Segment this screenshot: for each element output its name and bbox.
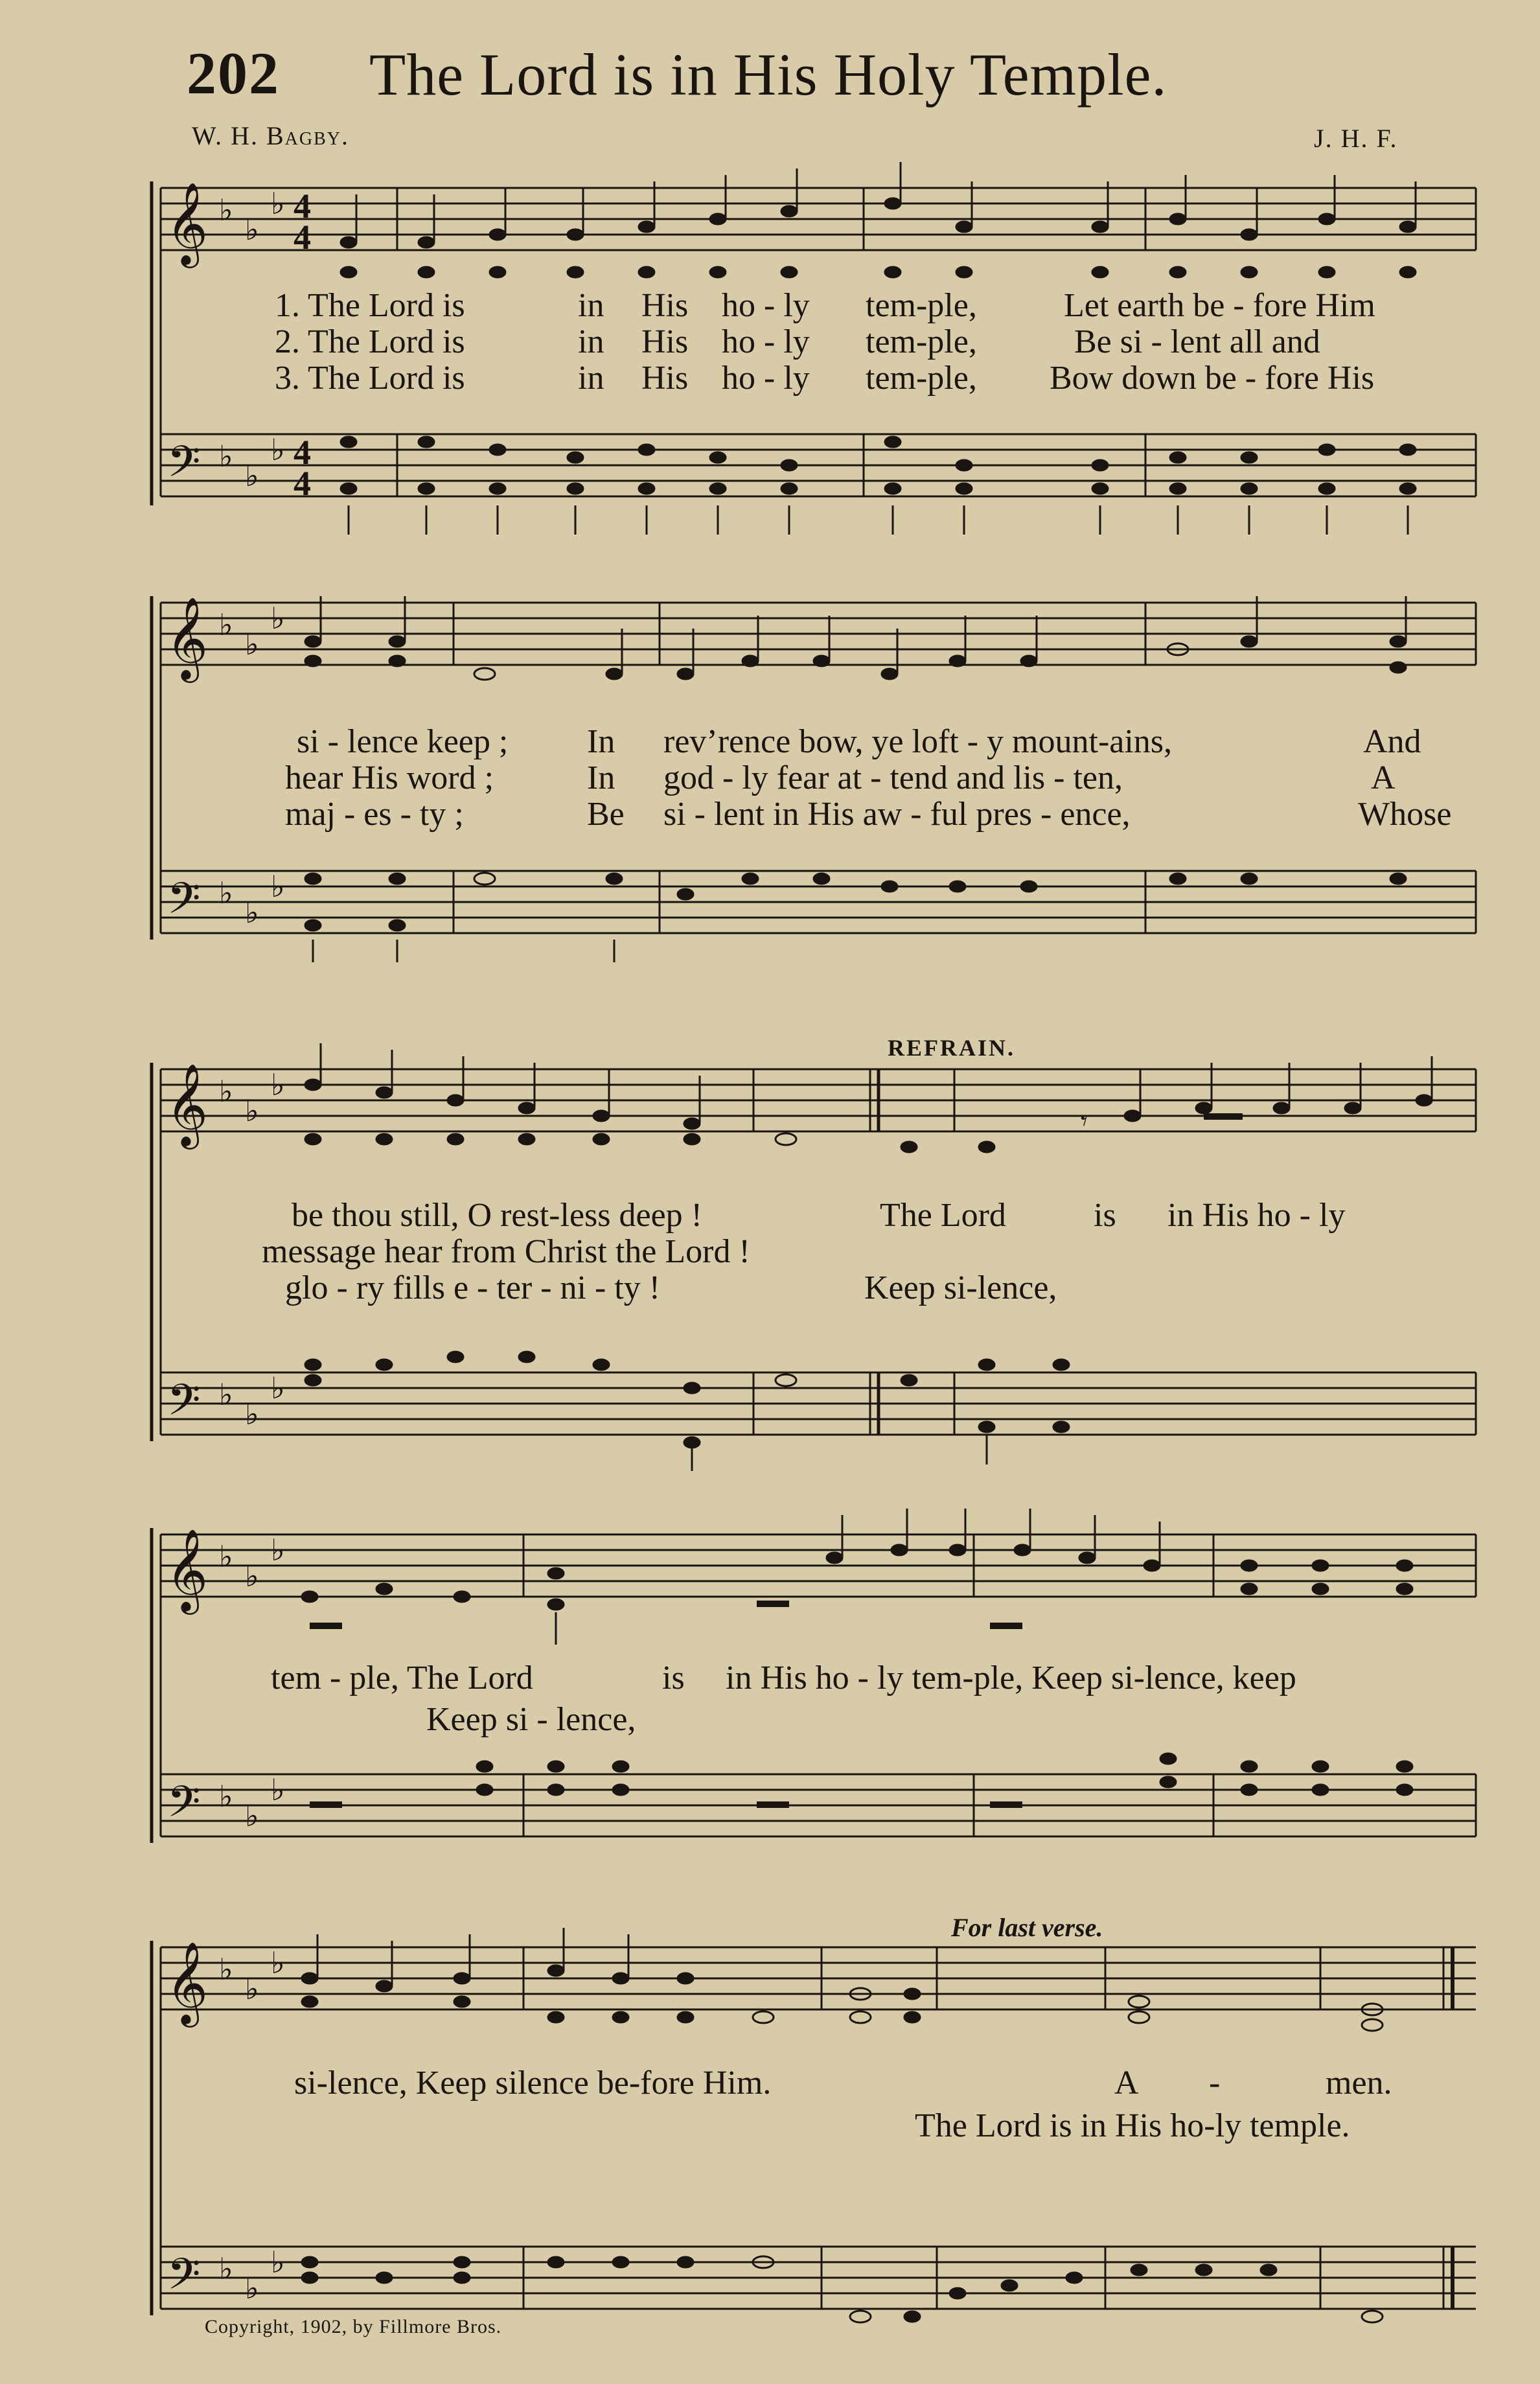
svg-text:♭: ♭ bbox=[245, 896, 259, 929]
svg-text:♭: ♭ bbox=[245, 1094, 259, 1128]
lyric-s5-main-b: A bbox=[1114, 2065, 1139, 2101]
lyric-s5-main-a: si-lence, Keep silence be-fore Him. bbox=[294, 2065, 772, 2101]
lyric-s1-v3-b: in bbox=[578, 360, 604, 397]
lyric-s1-v1-a: 1. The Lord is bbox=[275, 287, 465, 324]
lyric-s4-main-c: in His ho - ly tem-ple, Keep si-lence, keep bbox=[726, 1660, 1296, 1696]
svg-text:𝄢: 𝄢 bbox=[167, 1375, 201, 1435]
svg-text:♭: ♭ bbox=[245, 459, 259, 492]
lyric-s3-v1-b: The Lord bbox=[880, 1197, 1006, 1234]
lyric-s3-v1-d: in His ho - ly bbox=[1167, 1197, 1346, 1234]
svg-text:♭: ♭ bbox=[219, 440, 233, 473]
svg-text:♭: ♭ bbox=[271, 1069, 285, 1102]
svg-text:𝄞: 𝄞 bbox=[166, 596, 209, 679]
last-verse-label: For last verse. bbox=[951, 1913, 1103, 1942]
lyric-s2-v3-a: maj - es - ty ; bbox=[285, 796, 464, 833]
svg-text:♭: ♭ bbox=[271, 870, 285, 903]
lyric-s1-v3-f: Bow down be - fore His bbox=[1050, 360, 1375, 397]
music-system-4 bbox=[148, 1528, 1476, 1897]
lyric-s1-v3-e: tem-ple, bbox=[866, 360, 977, 397]
svg-text:♭: ♭ bbox=[219, 194, 233, 227]
lyric-s3-v3-a: glo - ry fills e - ter - ni - ty ! bbox=[285, 1269, 661, 1306]
lyric-s1-v1-c: His bbox=[641, 287, 689, 324]
lyric-s3-v1-a: be thou still, O rest-less deep ! bbox=[292, 1197, 702, 1234]
lyric-s1-v2-d: ho - ly bbox=[722, 323, 810, 360]
svg-text:𝄢: 𝄢 bbox=[167, 2249, 201, 2309]
svg-text:♭: ♭ bbox=[271, 1534, 285, 1567]
lyric-s1-v1-b: in bbox=[578, 287, 604, 324]
lyric-s2-v3-c: si - lent in His aw - ful pres - ence, bbox=[663, 796, 1131, 833]
lyric-s1-v1-d: ho - ly bbox=[722, 287, 810, 324]
lyric-s2-v1-b: In bbox=[587, 723, 615, 760]
svg-text:♭: ♭ bbox=[219, 1075, 233, 1108]
hymn-number: 202 bbox=[187, 40, 280, 106]
svg-text:♭: ♭ bbox=[271, 1774, 285, 1807]
svg-text:♭: ♭ bbox=[245, 1398, 259, 1431]
svg-text:♭: ♭ bbox=[219, 877, 233, 910]
lyric-s1-v3-d: ho - ly bbox=[722, 360, 810, 397]
svg-text:♭: ♭ bbox=[271, 2246, 285, 2279]
lyric-s5-main-d: men. bbox=[1326, 2065, 1392, 2101]
refrain-label: REFRAIN. bbox=[888, 1035, 1016, 1061]
svg-text:4: 4 bbox=[293, 187, 311, 226]
svg-text:♭: ♭ bbox=[245, 2272, 259, 2305]
svg-text:𝄞: 𝄞 bbox=[166, 1941, 209, 2024]
svg-text:4: 4 bbox=[293, 218, 311, 257]
staff-notation-4 bbox=[148, 1528, 1476, 1897]
lyric-s3-v3-b: Keep si-lence, bbox=[864, 1269, 1057, 1306]
lyric-s1-v2-b: in bbox=[578, 323, 604, 360]
lyric-s5-alt: The Lord is in His ho-ly temple. bbox=[915, 2107, 1350, 2144]
music-system-3 bbox=[148, 1035, 1476, 1458]
staff-notation-5 bbox=[148, 1941, 1476, 2349]
svg-text:♭: ♭ bbox=[219, 2252, 233, 2286]
svg-text:♭: ♭ bbox=[245, 1800, 259, 1833]
svg-text:♭: ♭ bbox=[245, 1973, 259, 2006]
music-system-2 bbox=[148, 596, 1476, 966]
lyric-s3-v1-c: is bbox=[1094, 1197, 1116, 1234]
svg-text:♭: ♭ bbox=[245, 628, 259, 661]
music-system-1 bbox=[148, 175, 1476, 538]
svg-text:♭: ♭ bbox=[271, 187, 285, 220]
lyric-s2-v2-c: god - ly fear at - tend and lis - ten, bbox=[663, 759, 1123, 796]
lyric-s2-v2-a: hear His word ; bbox=[285, 759, 494, 796]
lyric-s1-v1-f: Let earth be - fore Him bbox=[1064, 287, 1375, 324]
svg-text:♭: ♭ bbox=[245, 1560, 259, 1593]
svg-text:𝄾: 𝄾 bbox=[1081, 1107, 1088, 1136]
svg-text:♭: ♭ bbox=[271, 602, 285, 635]
lyric-s1-v3-a: 3. The Lord is bbox=[275, 360, 465, 397]
lyric-s2-v1-c: rev’rence bow, ye loft - y mount-ains, bbox=[663, 723, 1173, 760]
composer-credit: W. H. Bagby. bbox=[192, 121, 349, 150]
svg-text:𝄢: 𝄢 bbox=[167, 874, 201, 934]
hymn-title: The Lord is in His Holy Temple. bbox=[369, 41, 1167, 108]
svg-text:♭: ♭ bbox=[271, 1947, 285, 1980]
svg-text:4: 4 bbox=[293, 464, 311, 503]
lyric-s1-v2-e: tem-ple, bbox=[866, 323, 977, 360]
lyric-s4-alt: Keep si - lence, bbox=[426, 1701, 636, 1738]
svg-text:𝄞: 𝄞 bbox=[166, 1063, 209, 1146]
svg-text:𝄢: 𝄢 bbox=[167, 437, 201, 497]
svg-text:♭: ♭ bbox=[245, 213, 259, 246]
lyric-s5-main-c: - bbox=[1209, 2065, 1221, 2101]
lyric-s2-v1-d: And bbox=[1363, 723, 1421, 760]
svg-text:4: 4 bbox=[293, 433, 311, 472]
svg-text:♭: ♭ bbox=[219, 1378, 233, 1411]
copyright-notice: Copyright, 1902, by Fillmore Bros. bbox=[205, 2316, 502, 2337]
lyric-s2-v3-b: Be bbox=[587, 796, 625, 833]
music-system-5 bbox=[148, 1913, 1476, 2349]
lyric-s1-v1-e: tem-ple, bbox=[866, 287, 977, 324]
lyric-s4-main-a: tem - ple, The Lord bbox=[271, 1660, 533, 1696]
svg-text:𝄞: 𝄞 bbox=[166, 181, 209, 264]
lyric-s4-main-b: is bbox=[662, 1660, 685, 1696]
lyric-s1-v2-a: 2. The Lord is bbox=[275, 323, 465, 360]
lyric-s3-v2-a: message hear from Christ the Lord ! bbox=[262, 1233, 750, 1270]
svg-text:𝄞: 𝄞 bbox=[166, 1528, 209, 1611]
lyric-s2-v2-b: In bbox=[587, 759, 615, 796]
lyric-s1-v2-c: His bbox=[641, 323, 689, 360]
lyric-s1-v2-f: Be si - lent all and bbox=[1074, 323, 1320, 360]
svg-text:♭: ♭ bbox=[219, 1540, 233, 1573]
svg-text:♭: ♭ bbox=[219, 608, 233, 642]
lyric-s2-v2-d: A bbox=[1371, 759, 1396, 796]
svg-text:♭: ♭ bbox=[271, 1372, 285, 1405]
svg-text:𝄢: 𝄢 bbox=[167, 1777, 201, 1837]
author-credit: J. H. F. bbox=[1314, 124, 1398, 153]
lyric-s2-v3-d: Whose bbox=[1358, 796, 1452, 833]
lyric-s1-v3-c: His bbox=[641, 360, 689, 397]
svg-text:♭: ♭ bbox=[219, 1953, 233, 1986]
svg-text:♭: ♭ bbox=[219, 1780, 233, 1813]
svg-text:♭: ♭ bbox=[271, 434, 285, 467]
lyric-s2-v1-a: si - lence keep ; bbox=[297, 723, 509, 760]
